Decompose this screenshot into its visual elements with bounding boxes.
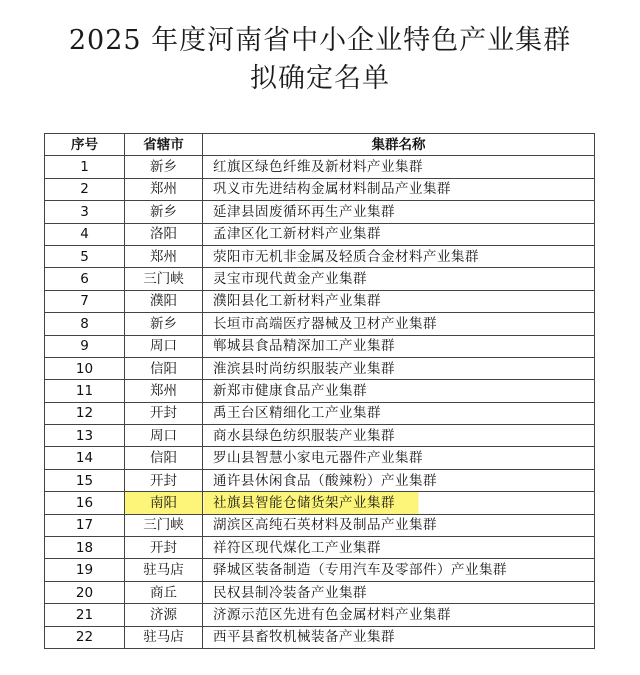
row-city: 开封 <box>125 402 203 424</box>
row-city: 周口 <box>125 425 203 447</box>
row-cluster-name: 淮滨县时尚纺织服装产业集群 <box>203 357 595 379</box>
row-number: 7 <box>45 290 125 312</box>
row-city: 三门峡 <box>125 514 203 536</box>
row-city: 新乡 <box>125 313 203 335</box>
row-cluster-name: 禹王台区精细化工产业集群 <box>203 402 595 424</box>
table-row <box>45 201 595 223</box>
row-number: 15 <box>45 469 125 491</box>
row-number: 19 <box>45 559 125 581</box>
row-city: 周口 <box>125 335 203 357</box>
document-title: 2025 年度河南省中小企业特色产业集群 <box>68 25 572 56</box>
row-number: 9 <box>45 335 125 357</box>
row-city: 商丘 <box>125 581 203 603</box>
header-cluster: 集群名称 <box>203 134 595 156</box>
row-cluster-name: 延津县固废循环再生产业集群 <box>203 201 595 223</box>
row-city: 信阳 <box>125 447 203 469</box>
row-number: 20 <box>45 581 125 603</box>
row-cluster-name: 祥符区现代煤化工产业集群 <box>203 537 595 559</box>
row-number: 2 <box>45 178 125 200</box>
row-city: 驻马店 <box>125 626 203 648</box>
row-number: 8 <box>45 313 125 335</box>
row-city: 郑州 <box>125 245 203 267</box>
row-city: 郑州 <box>125 380 203 402</box>
row-cluster-name: 民权县制冷装备产业集群 <box>203 581 595 603</box>
table-row <box>45 604 595 626</box>
row-number: 14 <box>45 447 125 469</box>
table-row <box>45 626 595 648</box>
row-number: 18 <box>45 537 125 559</box>
row-cluster-name: 郸城县食品精深加工产业集群 <box>203 335 595 357</box>
row-number: 16 <box>45 492 125 514</box>
cluster-table <box>44 133 595 649</box>
row-number: 4 <box>45 223 125 245</box>
row-cluster-name: 社旗县智能仓储货架产业集群 <box>203 492 595 514</box>
row-number: 21 <box>45 604 125 626</box>
row-cluster-name: 巩义市先进结构金属材料制品产业集群 <box>203 178 595 200</box>
header-city: 省辖市 <box>125 134 203 156</box>
table-row <box>45 380 595 402</box>
row-number: 3 <box>45 201 125 223</box>
row-number: 13 <box>45 425 125 447</box>
row-city: 洛阳 <box>125 223 203 245</box>
table-row <box>45 469 595 491</box>
row-number: 10 <box>45 357 125 379</box>
table-body <box>45 156 595 649</box>
row-number: 1 <box>45 156 125 178</box>
table-row <box>45 581 595 603</box>
table-row <box>45 245 595 267</box>
row-cluster-name: 湖滨区高纯石英材料及制品产业集群 <box>203 514 595 536</box>
row-cluster-name: 濮阳县化工新材料产业集群 <box>203 290 595 312</box>
row-cluster-name: 驿城区装备制造（专用汽车及零部件）产业集群 <box>203 559 595 581</box>
row-city: 郑州 <box>125 178 203 200</box>
table-row <box>45 335 595 357</box>
row-cluster-name: 灵宝市现代黄金产业集群 <box>203 268 595 290</box>
row-cluster-name: 罗山县智慧小家电元器件产业集群 <box>203 447 595 469</box>
row-city: 南阳 <box>125 492 203 514</box>
table-row <box>45 559 595 581</box>
table-row <box>45 290 595 312</box>
table-row <box>45 357 595 379</box>
table-row <box>45 313 595 335</box>
row-city: 濮阳 <box>125 290 203 312</box>
table-row <box>45 156 595 178</box>
row-cluster-name: 西平县畜牧机械装备产业集群 <box>203 626 595 648</box>
table-row <box>45 268 595 290</box>
row-cluster-name: 长垣市高端医疗器械及卫材产业集群 <box>203 313 595 335</box>
row-cluster-name: 济源示范区先进有色金属材料产业集群 <box>203 604 595 626</box>
row-city: 新乡 <box>125 156 203 178</box>
table-row <box>45 447 595 469</box>
row-cluster-name: 通许县休闲食品（酸辣粉）产业集群 <box>203 469 595 491</box>
table-row <box>45 425 595 447</box>
table-row <box>45 492 595 514</box>
row-cluster-name: 孟津区化工新材料产业集群 <box>203 223 595 245</box>
row-city: 新乡 <box>125 201 203 223</box>
row-cluster-name: 商水县绿色纺织服装产业集群 <box>203 425 595 447</box>
row-number: 12 <box>45 402 125 424</box>
row-cluster-name: 新郑市健康食品产业集群 <box>203 380 595 402</box>
row-city: 三门峡 <box>125 268 203 290</box>
document-subtitle: 拟确定名单 <box>250 63 390 94</box>
row-city: 信阳 <box>125 357 203 379</box>
table-row <box>45 514 595 536</box>
row-city: 济源 <box>125 604 203 626</box>
row-cluster-name: 红旗区绿色纤维及新材料产业集群 <box>203 156 595 178</box>
row-number: 11 <box>45 380 125 402</box>
row-number: 5 <box>45 245 125 267</box>
table-header-row <box>45 134 595 156</box>
row-number: 22 <box>45 626 125 648</box>
row-city: 驻马店 <box>125 559 203 581</box>
row-cluster-name: 荥阳市无机非金属及轻质合金材料产业集群 <box>203 245 595 267</box>
row-number: 6 <box>45 268 125 290</box>
table-row <box>45 223 595 245</box>
table-row <box>45 537 595 559</box>
row-number: 17 <box>45 514 125 536</box>
row-city: 开封 <box>125 469 203 491</box>
row-city: 开封 <box>125 537 203 559</box>
table-row <box>45 402 595 424</box>
table-row <box>45 178 595 200</box>
header-no: 序号 <box>45 134 125 156</box>
